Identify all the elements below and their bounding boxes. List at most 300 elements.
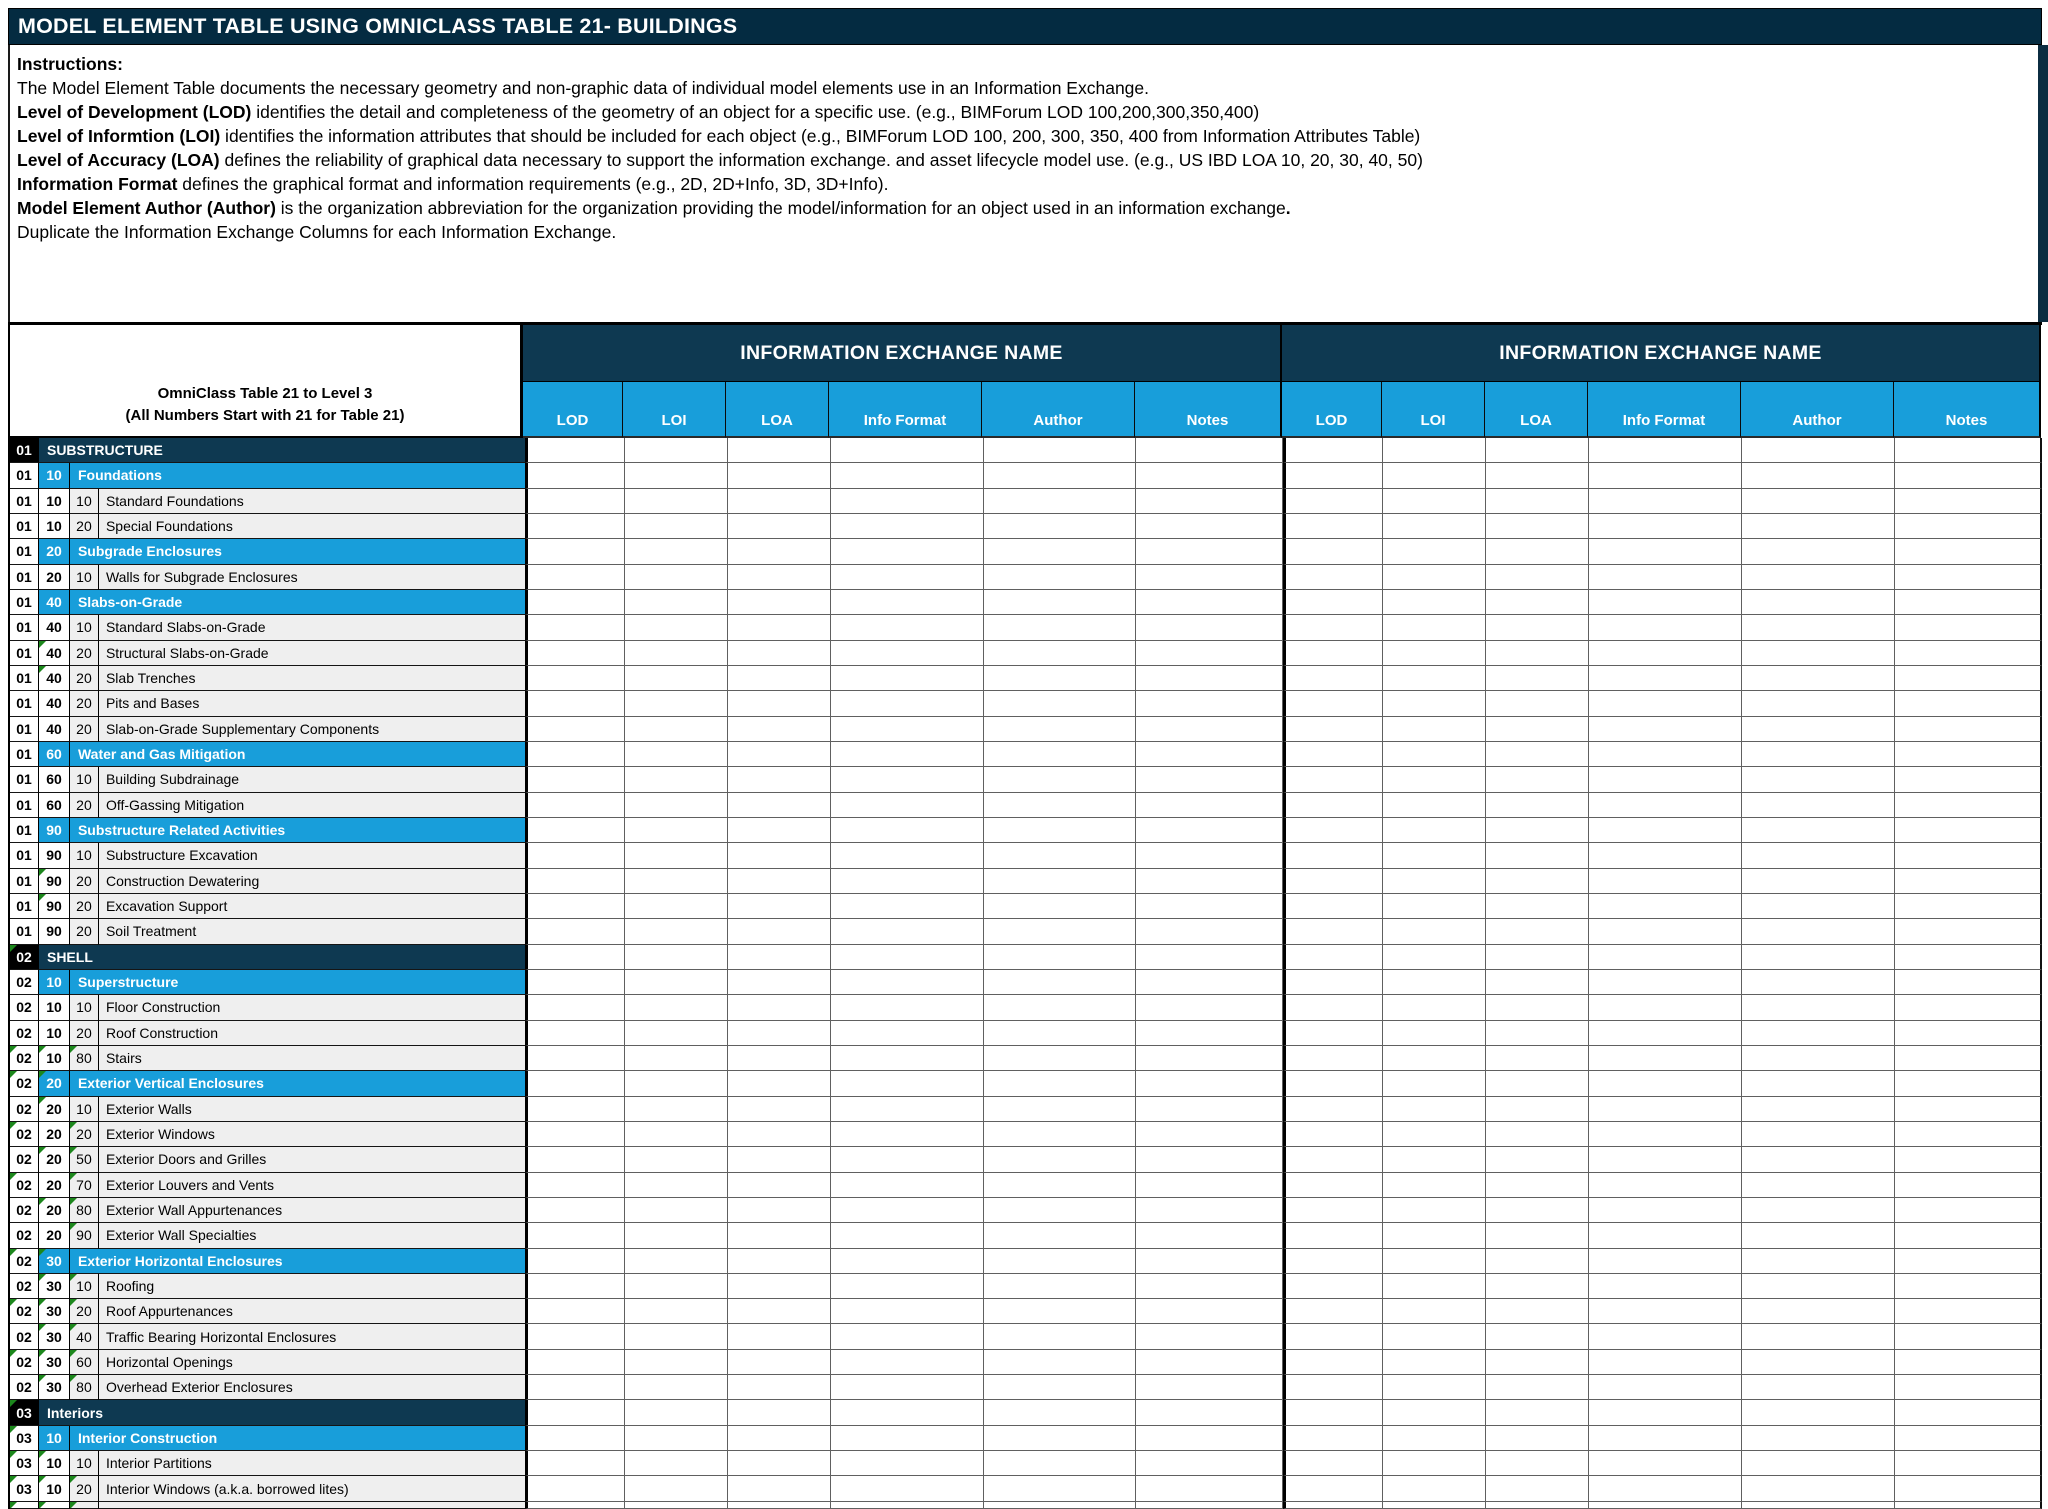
data-cell[interactable] <box>984 1122 1137 1147</box>
data-cell[interactable] <box>1742 919 1895 944</box>
data-cell[interactable] <box>1742 438 1895 463</box>
data-cell[interactable] <box>1486 995 1589 1020</box>
data-cell[interactable] <box>728 1173 831 1198</box>
data-cell[interactable] <box>831 717 984 742</box>
data-cell[interactable] <box>1895 1476 2042 1501</box>
data-cell[interactable] <box>1486 1249 1589 1274</box>
data-cell[interactable] <box>1283 793 1383 818</box>
data-cell[interactable] <box>831 1046 984 1071</box>
data-cell[interactable] <box>1383 1173 1486 1198</box>
data-cell[interactable] <box>1742 539 1895 564</box>
data-cell[interactable] <box>525 1046 625 1071</box>
data-cell[interactable] <box>1742 818 1895 843</box>
data-cell[interactable] <box>1486 945 1589 970</box>
data-cell[interactable] <box>625 919 728 944</box>
data-cell[interactable] <box>831 894 984 919</box>
data-cell[interactable] <box>1742 1046 1895 1071</box>
data-cell[interactable] <box>1742 894 1895 919</box>
data-cell[interactable] <box>1486 590 1589 615</box>
data-cell[interactable] <box>1486 1324 1589 1349</box>
data-cell[interactable] <box>1589 514 1742 539</box>
data-cell[interactable] <box>1589 489 1742 514</box>
data-cell[interactable] <box>1589 1021 1742 1046</box>
data-cell[interactable] <box>984 742 1137 767</box>
data-cell[interactable] <box>1383 1097 1486 1122</box>
data-cell[interactable] <box>1383 666 1486 691</box>
data-cell[interactable] <box>525 590 625 615</box>
data-cell[interactable] <box>1283 767 1383 792</box>
data-cell[interactable] <box>728 489 831 514</box>
data-cell[interactable] <box>1283 1021 1383 1046</box>
data-cell[interactable] <box>1589 1223 1742 1248</box>
data-cell[interactable] <box>831 615 984 640</box>
data-cell[interactable] <box>1895 514 2042 539</box>
data-cell[interactable] <box>831 793 984 818</box>
data-cell[interactable] <box>831 691 984 716</box>
data-cell[interactable] <box>1383 691 1486 716</box>
data-cell[interactable] <box>1283 1173 1383 1198</box>
data-cell[interactable] <box>984 1071 1137 1096</box>
data-cell[interactable] <box>625 1350 728 1375</box>
data-cell[interactable] <box>1136 1122 1283 1147</box>
data-cell[interactable] <box>1283 1147 1383 1172</box>
data-cell[interactable] <box>984 1249 1137 1274</box>
data-cell[interactable] <box>1283 565 1383 590</box>
data-cell[interactable] <box>728 970 831 995</box>
data-cell[interactable] <box>1589 666 1742 691</box>
data-cell[interactable] <box>984 590 1137 615</box>
data-cell[interactable] <box>1486 514 1589 539</box>
data-cell[interactable] <box>1383 514 1486 539</box>
data-cell[interactable] <box>1895 793 2042 818</box>
data-cell[interactable] <box>525 1324 625 1349</box>
data-cell[interactable] <box>1136 1324 1283 1349</box>
data-cell[interactable] <box>1383 1426 1486 1451</box>
data-cell[interactable] <box>1486 818 1589 843</box>
data-cell[interactable] <box>1136 818 1283 843</box>
data-cell[interactable] <box>525 565 625 590</box>
data-cell[interactable] <box>525 539 625 564</box>
data-cell[interactable] <box>1283 919 1383 944</box>
data-cell[interactable] <box>1486 1375 1589 1400</box>
data-cell[interactable] <box>984 1350 1137 1375</box>
data-cell[interactable] <box>525 1122 625 1147</box>
data-cell[interactable] <box>1895 666 2042 691</box>
data-cell[interactable] <box>1589 590 1742 615</box>
data-cell[interactable] <box>625 1426 728 1451</box>
data-cell[interactable] <box>728 818 831 843</box>
data-cell[interactable] <box>1136 793 1283 818</box>
data-cell[interactable] <box>1136 1476 1283 1501</box>
data-cell[interactable] <box>728 1274 831 1299</box>
data-cell[interactable] <box>1283 843 1383 868</box>
data-cell[interactable] <box>1589 793 1742 818</box>
data-cell[interactable] <box>728 1097 831 1122</box>
data-cell[interactable] <box>831 1021 984 1046</box>
data-cell[interactable] <box>728 1071 831 1096</box>
data-cell[interactable] <box>625 717 728 742</box>
data-cell[interactable] <box>1136 1451 1283 1476</box>
data-cell[interactable] <box>1383 1451 1486 1476</box>
data-cell[interactable] <box>1895 1350 2042 1375</box>
data-cell[interactable] <box>625 1476 728 1501</box>
data-cell[interactable] <box>984 1476 1137 1501</box>
data-cell[interactable] <box>625 1046 728 1071</box>
data-cell[interactable] <box>1136 1046 1283 1071</box>
data-cell[interactable] <box>1589 1249 1742 1274</box>
data-cell[interactable] <box>831 843 984 868</box>
data-cell[interactable] <box>1486 1451 1589 1476</box>
data-cell[interactable] <box>525 717 625 742</box>
data-cell[interactable] <box>1589 1350 1742 1375</box>
data-cell[interactable] <box>1895 1451 2042 1476</box>
data-cell[interactable] <box>728 463 831 488</box>
data-cell[interactable] <box>1742 1426 1895 1451</box>
data-cell[interactable] <box>1383 1046 1486 1071</box>
data-cell[interactable] <box>525 945 625 970</box>
data-cell[interactable] <box>1383 1147 1486 1172</box>
data-cell[interactable] <box>1742 691 1895 716</box>
data-cell[interactable] <box>984 1451 1137 1476</box>
data-cell[interactable] <box>1283 1249 1383 1274</box>
data-cell[interactable] <box>1486 1350 1589 1375</box>
data-cell[interactable] <box>1383 818 1486 843</box>
data-cell[interactable] <box>831 1299 984 1324</box>
data-cell[interactable] <box>831 970 984 995</box>
data-cell[interactable] <box>1742 1198 1895 1223</box>
data-cell[interactable] <box>1486 919 1589 944</box>
data-cell[interactable] <box>525 767 625 792</box>
data-cell[interactable] <box>728 717 831 742</box>
data-cell[interactable] <box>1895 489 2042 514</box>
data-cell[interactable] <box>1486 1400 1589 1425</box>
data-cell[interactable] <box>1895 1426 2042 1451</box>
data-cell[interactable] <box>1383 919 1486 944</box>
data-cell[interactable] <box>1589 1147 1742 1172</box>
data-cell[interactable] <box>1895 1249 2042 1274</box>
data-cell[interactable] <box>728 742 831 767</box>
data-cell[interactable] <box>1136 489 1283 514</box>
data-cell[interactable] <box>625 793 728 818</box>
data-cell[interactable] <box>525 1021 625 1046</box>
data-cell[interactable] <box>728 641 831 666</box>
data-cell[interactable] <box>1895 1274 2042 1299</box>
data-cell[interactable] <box>1589 742 1742 767</box>
data-cell[interactable] <box>1383 641 1486 666</box>
data-cell[interactable] <box>1486 843 1589 868</box>
data-cell[interactable] <box>1136 1097 1283 1122</box>
data-cell[interactable] <box>728 1223 831 1248</box>
data-cell[interactable] <box>1589 945 1742 970</box>
data-cell[interactable] <box>1383 1223 1486 1248</box>
data-cell[interactable] <box>1136 1173 1283 1198</box>
data-cell[interactable] <box>525 1274 625 1299</box>
data-cell[interactable] <box>1589 1173 1742 1198</box>
data-cell[interactable] <box>525 615 625 640</box>
data-cell[interactable] <box>625 1249 728 1274</box>
data-cell[interactable] <box>525 1502 625 1509</box>
data-cell[interactable] <box>1895 742 2042 767</box>
data-cell[interactable] <box>1742 1071 1895 1096</box>
data-cell[interactable] <box>831 919 984 944</box>
data-cell[interactable] <box>984 717 1137 742</box>
data-cell[interactable] <box>525 1173 625 1198</box>
data-cell[interactable] <box>1486 1173 1589 1198</box>
data-cell[interactable] <box>831 1071 984 1096</box>
data-cell[interactable] <box>625 818 728 843</box>
data-cell[interactable] <box>625 1299 728 1324</box>
data-cell[interactable] <box>525 818 625 843</box>
data-cell[interactable] <box>1383 717 1486 742</box>
data-cell[interactable] <box>1742 590 1895 615</box>
data-cell[interactable] <box>1895 1147 2042 1172</box>
data-cell[interactable] <box>1895 463 2042 488</box>
data-cell[interactable] <box>1283 438 1383 463</box>
data-cell[interactable] <box>525 1147 625 1172</box>
data-cell[interactable] <box>1589 1426 1742 1451</box>
data-cell[interactable] <box>831 1324 984 1349</box>
data-cell[interactable] <box>525 1097 625 1122</box>
data-cell[interactable] <box>831 514 984 539</box>
data-cell[interactable] <box>984 1375 1137 1400</box>
data-cell[interactable] <box>1742 1324 1895 1349</box>
data-cell[interactable] <box>1383 1274 1486 1299</box>
data-cell[interactable] <box>525 793 625 818</box>
data-cell[interactable] <box>525 919 625 944</box>
data-cell[interactable] <box>728 1324 831 1349</box>
data-cell[interactable] <box>1283 1502 1383 1509</box>
data-cell[interactable] <box>1486 565 1589 590</box>
data-cell[interactable] <box>1136 1071 1283 1096</box>
data-cell[interactable] <box>525 641 625 666</box>
data-cell[interactable] <box>831 666 984 691</box>
data-cell[interactable] <box>984 489 1137 514</box>
data-cell[interactable] <box>1283 869 1383 894</box>
data-cell[interactable] <box>1486 970 1589 995</box>
data-cell[interactable] <box>1283 818 1383 843</box>
data-cell[interactable] <box>625 463 728 488</box>
data-cell[interactable] <box>1383 615 1486 640</box>
data-cell[interactable] <box>525 1426 625 1451</box>
data-cell[interactable] <box>831 565 984 590</box>
data-cell[interactable] <box>984 1198 1137 1223</box>
data-cell[interactable] <box>831 1502 984 1509</box>
data-cell[interactable] <box>525 1198 625 1223</box>
data-cell[interactable] <box>728 1426 831 1451</box>
data-cell[interactable] <box>525 843 625 868</box>
data-cell[interactable] <box>1136 565 1283 590</box>
data-cell[interactable] <box>1486 1046 1589 1071</box>
data-cell[interactable] <box>1136 869 1283 894</box>
data-cell[interactable] <box>525 1249 625 1274</box>
data-cell[interactable] <box>1136 742 1283 767</box>
data-cell[interactable] <box>625 970 728 995</box>
data-cell[interactable] <box>984 438 1137 463</box>
data-cell[interactable] <box>525 1071 625 1096</box>
data-cell[interactable] <box>1742 843 1895 868</box>
data-cell[interactable] <box>1383 1299 1486 1324</box>
data-cell[interactable] <box>625 1400 728 1425</box>
data-cell[interactable] <box>525 1451 625 1476</box>
data-cell[interactable] <box>831 1173 984 1198</box>
data-cell[interactable] <box>1589 843 1742 868</box>
data-cell[interactable] <box>1486 641 1589 666</box>
data-cell[interactable] <box>625 539 728 564</box>
data-cell[interactable] <box>1283 1400 1383 1425</box>
data-cell[interactable] <box>1136 767 1283 792</box>
data-cell[interactable] <box>831 1350 984 1375</box>
data-cell[interactable] <box>984 1021 1137 1046</box>
data-cell[interactable] <box>525 894 625 919</box>
data-cell[interactable] <box>525 691 625 716</box>
data-cell[interactable] <box>1383 590 1486 615</box>
data-cell[interactable] <box>1136 438 1283 463</box>
data-cell[interactable] <box>1283 1350 1383 1375</box>
data-cell[interactable] <box>1283 1299 1383 1324</box>
data-cell[interactable] <box>525 438 625 463</box>
data-cell[interactable] <box>1486 539 1589 564</box>
data-cell[interactable] <box>1486 742 1589 767</box>
data-cell[interactable] <box>1589 438 1742 463</box>
data-cell[interactable] <box>625 742 728 767</box>
data-cell[interactable] <box>1589 1476 1742 1501</box>
data-cell[interactable] <box>1895 641 2042 666</box>
data-cell[interactable] <box>1895 717 2042 742</box>
data-cell[interactable] <box>1486 1426 1589 1451</box>
data-cell[interactable] <box>831 818 984 843</box>
data-cell[interactable] <box>1383 463 1486 488</box>
data-cell[interactable] <box>1895 1502 2042 1509</box>
data-cell[interactable] <box>1283 615 1383 640</box>
data-cell[interactable] <box>1136 666 1283 691</box>
data-cell[interactable] <box>984 767 1137 792</box>
data-cell[interactable] <box>1486 438 1589 463</box>
data-cell[interactable] <box>1742 1097 1895 1122</box>
data-cell[interactable] <box>984 1400 1137 1425</box>
data-cell[interactable] <box>728 666 831 691</box>
data-cell[interactable] <box>1742 742 1895 767</box>
data-cell[interactable] <box>1136 1502 1283 1509</box>
data-cell[interactable] <box>1589 1097 1742 1122</box>
data-cell[interactable] <box>984 514 1137 539</box>
data-cell[interactable] <box>1589 463 1742 488</box>
data-cell[interactable] <box>728 539 831 564</box>
data-cell[interactable] <box>1136 894 1283 919</box>
data-cell[interactable] <box>1383 1122 1486 1147</box>
data-cell[interactable] <box>525 463 625 488</box>
data-cell[interactable] <box>1283 742 1383 767</box>
data-cell[interactable] <box>1742 641 1895 666</box>
data-cell[interactable] <box>831 590 984 615</box>
data-cell[interactable] <box>1589 691 1742 716</box>
data-cell[interactable] <box>1136 641 1283 666</box>
data-cell[interactable] <box>1486 869 1589 894</box>
data-cell[interactable] <box>1383 1071 1486 1096</box>
data-cell[interactable] <box>1383 1350 1486 1375</box>
data-cell[interactable] <box>728 590 831 615</box>
data-cell[interactable] <box>984 463 1137 488</box>
data-cell[interactable] <box>984 641 1137 666</box>
data-cell[interactable] <box>1283 641 1383 666</box>
data-cell[interactable] <box>728 1198 831 1223</box>
data-cell[interactable] <box>1742 970 1895 995</box>
data-cell[interactable] <box>1895 1223 2042 1248</box>
data-cell[interactable] <box>1283 1046 1383 1071</box>
data-cell[interactable] <box>1383 565 1486 590</box>
data-cell[interactable] <box>1383 995 1486 1020</box>
data-cell[interactable] <box>1589 1122 1742 1147</box>
data-cell[interactable] <box>625 489 728 514</box>
data-cell[interactable] <box>1486 1122 1589 1147</box>
data-cell[interactable] <box>831 641 984 666</box>
data-cell[interactable] <box>728 1375 831 1400</box>
data-cell[interactable] <box>1589 565 1742 590</box>
data-cell[interactable] <box>525 742 625 767</box>
data-cell[interactable] <box>625 514 728 539</box>
data-cell[interactable] <box>1486 1223 1589 1248</box>
data-cell[interactable] <box>1383 1400 1486 1425</box>
data-cell[interactable] <box>1589 919 1742 944</box>
data-cell[interactable] <box>1136 717 1283 742</box>
data-cell[interactable] <box>1895 1198 2042 1223</box>
data-cell[interactable] <box>728 1299 831 1324</box>
data-cell[interactable] <box>1486 1299 1589 1324</box>
data-cell[interactable] <box>1895 1400 2042 1425</box>
data-cell[interactable] <box>1136 1375 1283 1400</box>
data-cell[interactable] <box>1589 1046 1742 1071</box>
data-cell[interactable] <box>625 438 728 463</box>
data-cell[interactable] <box>1283 1198 1383 1223</box>
data-cell[interactable] <box>1895 1097 2042 1122</box>
data-cell[interactable] <box>1589 1451 1742 1476</box>
data-cell[interactable] <box>984 894 1137 919</box>
data-cell[interactable] <box>984 666 1137 691</box>
data-cell[interactable] <box>984 945 1137 970</box>
data-cell[interactable] <box>1136 945 1283 970</box>
data-cell[interactable] <box>625 945 728 970</box>
data-cell[interactable] <box>625 565 728 590</box>
data-cell[interactable] <box>1895 1071 2042 1096</box>
data-cell[interactable] <box>984 970 1137 995</box>
data-cell[interactable] <box>1383 945 1486 970</box>
data-cell[interactable] <box>1283 1476 1383 1501</box>
data-cell[interactable] <box>984 1502 1137 1509</box>
data-cell[interactable] <box>984 1147 1137 1172</box>
data-cell[interactable] <box>525 1400 625 1425</box>
data-cell[interactable] <box>1486 1274 1589 1299</box>
data-cell[interactable] <box>625 615 728 640</box>
data-cell[interactable] <box>1589 767 1742 792</box>
data-cell[interactable] <box>1742 1021 1895 1046</box>
data-cell[interactable] <box>525 514 625 539</box>
data-cell[interactable] <box>1486 463 1589 488</box>
data-cell[interactable] <box>1895 1324 2042 1349</box>
data-cell[interactable] <box>831 1122 984 1147</box>
data-cell[interactable] <box>831 1375 984 1400</box>
data-cell[interactable] <box>1895 1021 2042 1046</box>
data-cell[interactable] <box>1742 489 1895 514</box>
data-cell[interactable] <box>831 438 984 463</box>
data-cell[interactable] <box>1742 463 1895 488</box>
data-cell[interactable] <box>1486 767 1589 792</box>
data-cell[interactable] <box>1742 1375 1895 1400</box>
data-cell[interactable] <box>625 590 728 615</box>
data-cell[interactable] <box>831 1223 984 1248</box>
data-cell[interactable] <box>1895 1375 2042 1400</box>
data-cell[interactable] <box>1383 438 1486 463</box>
data-cell[interactable] <box>1486 1071 1589 1096</box>
data-cell[interactable] <box>1383 1502 1486 1509</box>
